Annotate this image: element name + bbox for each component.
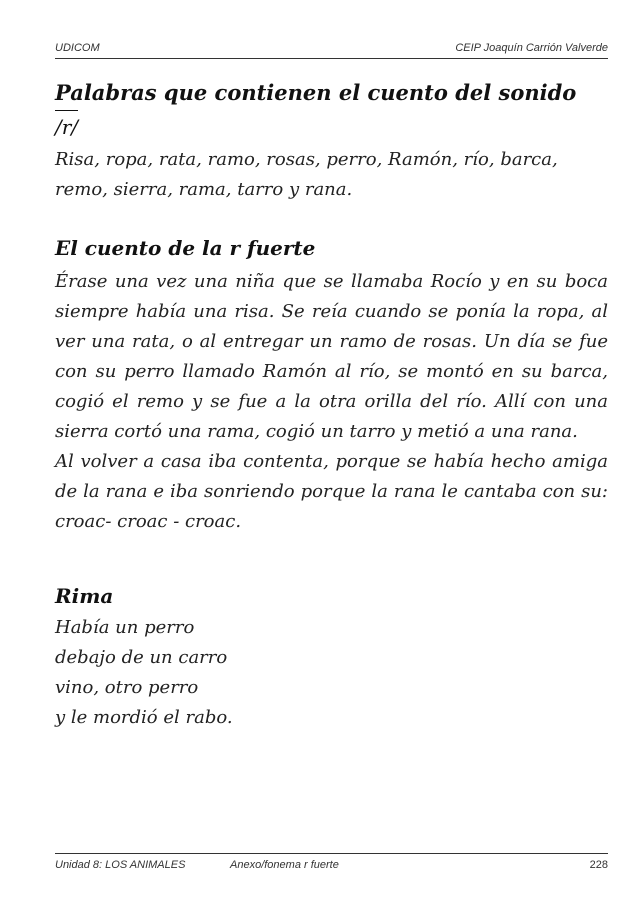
word-list: Risa, ropa, rata, ramo, rosas, perro, Ramón, río, barca, remo, sierra, rama, tarro y rana. [55, 149, 558, 200]
story-heading: El cuento de la r fuerte [55, 236, 316, 260]
page-title: Palabras que contienen el cuento del sonido [55, 80, 577, 105]
page-number: 228 [589, 859, 608, 871]
phoneme-label: /r/ [55, 110, 78, 139]
story-paragraph-1: Érase una vez una niña que se llamaba Rocío y en su boca siempre había una risa. Se reía cuando se ponía la ropa, al ver una rata, o al entregar un ramo de rosas. Un día se fue con su perro llamado Ramón al río, se montó en su barca, cogió el remo y se fue a la otra orilla del río. Allí con una sierra cortó una rama, cogió un tarro y metió a una rana. [55, 271, 608, 442]
rhyme-heading: Rima [55, 584, 114, 608]
rhyme-line: debajo de un carro [55, 647, 228, 668]
header-right: CEIP Joaquín Carrión Valverde [455, 42, 608, 54]
page-footer [55, 853, 608, 873]
footer-annex: Anexo/fonema r fuerte [230, 859, 339, 871]
rhyme-line: vino, otro perro [55, 677, 199, 698]
story-paragraph-2: Al volver a casa iba contenta, porque se había hecho amiga de la rana e iba sonriendo porque la rana le cantaba con su: croac- croac - croac. [55, 451, 608, 532]
rhyme-line: Había un perro [55, 617, 195, 638]
rhyme-line: y le mordió el rabo. [55, 707, 233, 728]
page-header [55, 42, 608, 59]
header-left: UDICOM [55, 42, 100, 54]
page-content [55, 70, 608, 733]
footer-unit: Unidad 8: LOS ANIMALES [55, 859, 186, 871]
